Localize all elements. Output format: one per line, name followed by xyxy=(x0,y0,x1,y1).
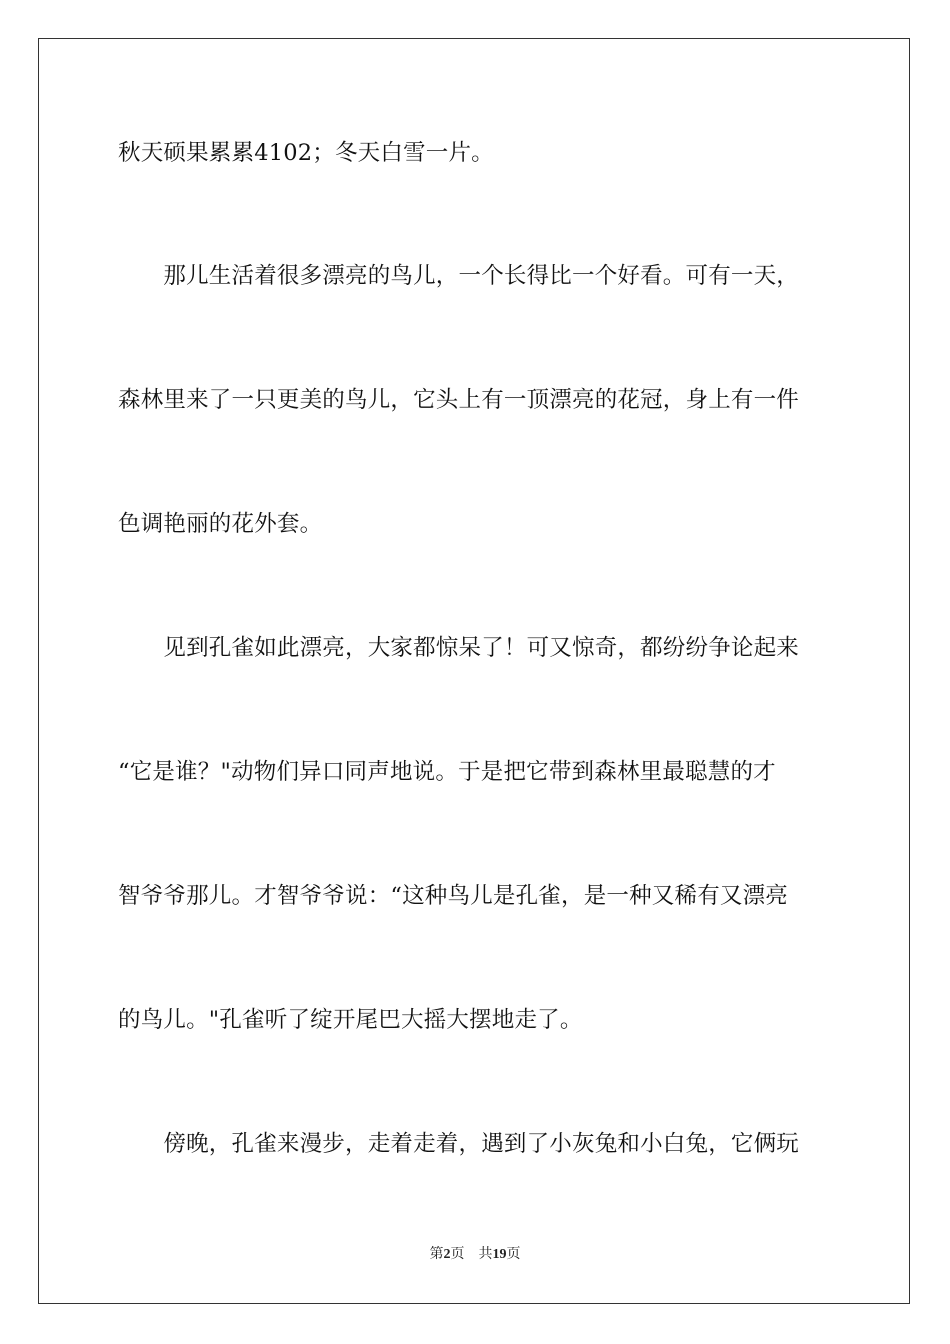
text-line-4: 色调艳丽的花外套。 xyxy=(118,511,323,537)
page-border xyxy=(38,38,910,1304)
text-line-3: 森林里来了一只更美的鸟儿，它头上有一顶漂亮的花冠，身上有一件 xyxy=(118,387,800,413)
total-label-suffix: 页 xyxy=(506,1247,521,1262)
text-line-1: 秋天硕果累累4102；冬天白雪一片。 xyxy=(118,140,494,166)
page-footer xyxy=(0,1246,950,1264)
text-line-2: 那儿生活着很多漂亮的鸟儿，一个长得比一个好看。可有一天， xyxy=(118,263,800,289)
text-line-5: 见到孔雀如此漂亮，大家都惊呆了！可又惊奇，都纷纷争论起来 xyxy=(118,635,800,661)
text-line-7: 智爷爷那儿。才智爷爷说：“这种鸟儿是孔雀，是一种又稀有又漂亮 xyxy=(118,883,789,909)
text-line-8: 的鸟儿。"孔雀听了绽开尾巴大摇大摆地走了。 xyxy=(118,1007,583,1033)
current-page-number: 2 xyxy=(443,1247,451,1262)
total-label-prefix: 共 xyxy=(478,1247,493,1262)
text-line-6: “它是谁？"动物们异口同声地说。于是把它带到森林里最聪慧的才 xyxy=(118,759,776,785)
total-page-number: 19 xyxy=(492,1247,507,1262)
page-label-suffix: 页 xyxy=(450,1247,465,1262)
text-line-9: 傍晚，孔雀来漫步，走着走着，遇到了小灰兔和小白兔，它俩玩 xyxy=(118,1131,800,1157)
page-label-prefix: 第 xyxy=(429,1247,444,1262)
